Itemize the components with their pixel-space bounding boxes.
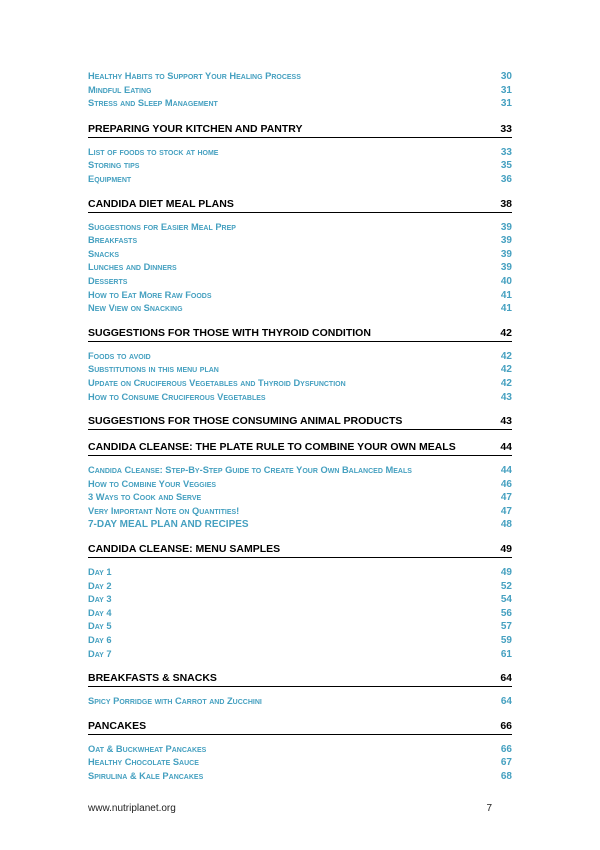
toc-entry[interactable]	[88, 695, 512, 709]
toc-entry-page: 44	[500, 465, 512, 477]
toc-entry[interactable]	[88, 377, 512, 391]
toc-entry[interactable]	[88, 363, 512, 377]
toc-entry[interactable]	[88, 756, 512, 770]
toc-entry[interactable]	[88, 97, 512, 111]
toc-entry-page: 31	[500, 84, 512, 96]
toc-entry-page: 48	[500, 519, 512, 531]
toc-entry-page: 57	[500, 621, 512, 633]
toc-entry[interactable]	[88, 580, 512, 594]
toc-entry-page: 42	[500, 377, 512, 389]
toc-entry[interactable]	[88, 248, 512, 262]
toc-entry[interactable]	[88, 173, 512, 187]
toc-entry-page: 35	[500, 160, 512, 172]
toc-entry-title: How to Combine Your Veggies	[88, 478, 217, 489]
toc-entry-page: 47	[500, 492, 512, 504]
toc-entry[interactable]	[88, 302, 512, 316]
toc-entry-title: Oat & Buckwheat Pancakes	[88, 743, 207, 754]
toc-section-heading[interactable]	[88, 672, 512, 687]
toc-entry-page: 41	[500, 303, 512, 315]
toc-entry-title: Very Important Note on Quantities!	[88, 505, 240, 516]
toc-entry-title: Day 7	[88, 648, 112, 659]
toc-entry-title: Snacks	[88, 248, 120, 259]
toc-entry-title: Day 4	[88, 607, 112, 618]
toc-entry-title: Spirulina & Kale Pancakes	[88, 771, 204, 781]
toc-entry-page: 67	[500, 757, 512, 769]
toc-entry[interactable]	[88, 607, 512, 621]
toc-heading-page: 44	[500, 441, 512, 454]
toc-heading-title: CANDIDA DIET MEAL PLANS	[88, 197, 234, 210]
toc-entry-title: Lunches and Dinners	[88, 262, 177, 273]
toc-entry[interactable]	[88, 648, 512, 662]
toc-entry-page: 36	[500, 173, 512, 185]
toc-entry-title: Day 3	[88, 594, 112, 605]
toc-entry[interactable]	[88, 620, 512, 634]
toc-entry-title: Desserts	[88, 275, 128, 286]
toc-entry-page: 39	[500, 248, 512, 260]
toc-section-heading[interactable]	[88, 441, 512, 456]
toc-entry[interactable]	[88, 464, 512, 478]
toc-heading-page: 38	[500, 197, 512, 210]
toc-entry-page: 49	[500, 567, 512, 579]
toc-entry-title: Candida Cleanse: Step-By-Step Guide to Create Your Own Balanced Meals	[88, 465, 412, 476]
toc-entry-page: 46	[500, 478, 512, 490]
toc-entry[interactable]	[88, 505, 512, 519]
toc-entry[interactable]	[88, 770, 512, 784]
toc-section	[88, 123, 512, 187]
toc-entry-title: Day 5	[88, 621, 112, 632]
toc-section	[88, 720, 512, 784]
toc-heading-title: PREPARING YOUR KITCHEN AND PANTRY	[88, 122, 303, 135]
toc-entry-title: Day 2	[88, 580, 112, 591]
toc-entry-title: Healthy Habits to Support Your Healing Process	[88, 71, 301, 81]
toc-entry-page: 42	[500, 350, 512, 362]
toc-entry-title: Stress and Sleep Management	[88, 98, 218, 109]
toc-entry[interactable]	[88, 146, 512, 160]
toc-entry-page: 66	[500, 743, 512, 755]
toc-entry-title: Healthy Chocolate Sauce	[88, 757, 199, 768]
toc-section-heading[interactable]	[88, 415, 512, 430]
toc-heading-page: 49	[500, 543, 512, 556]
toc-entry-title: 7-DAY MEAL PLAN AND RECIPES	[88, 519, 249, 531]
toc-entry-page: 54	[500, 594, 512, 606]
toc-entry-page: 68	[500, 771, 512, 782]
toc-entry-title: 3 Ways to Cook and Serve	[88, 492, 202, 503]
toc-heading-title: SUGGESTIONS FOR THOSE WITH THYROID CONDITION	[88, 326, 371, 339]
toc-entry[interactable]	[88, 84, 512, 98]
toc-entry-title: New View on Snacking	[88, 303, 183, 314]
toc-sections	[88, 123, 512, 784]
toc-heading-title: SUGGESTIONS FOR THOSE CONSUMING ANIMAL PRODUCTS	[88, 415, 403, 428]
toc-entry-title: Update on Cruciferous Vegetables and Thyroid Dysfunction	[88, 377, 346, 388]
toc-section	[88, 543, 512, 661]
toc-section	[88, 672, 512, 709]
toc-entry-page: 33	[500, 146, 512, 158]
toc-entry-page: 56	[500, 607, 512, 619]
toc-entry[interactable]	[88, 289, 512, 303]
page-footer	[88, 803, 492, 814]
toc-section	[88, 415, 512, 430]
toc-entry-title: List of foods to stock at home	[88, 146, 219, 157]
toc-entry-page: 42	[500, 364, 512, 376]
toc-entry-page: 59	[500, 635, 512, 647]
toc-entry-page: 43	[500, 391, 512, 403]
toc-entry-page: 39	[500, 262, 512, 274]
table-of-contents	[88, 70, 512, 795]
toc-entry-page: 39	[500, 235, 512, 247]
toc-entry-title: Spicy Porridge with Carrot and Zucchini	[88, 696, 262, 707]
toc-heading-title: CANDIDA CLEANSE: THE PLATE RULE TO COMBINE YOUR OWN MEALS	[88, 441, 456, 454]
toc-entry-page: 31	[500, 98, 512, 110]
lead-entries	[88, 70, 512, 111]
toc-entry[interactable]	[88, 593, 512, 607]
toc-entry-title: How to Eat More Raw Foods	[88, 289, 212, 300]
toc-entry[interactable]	[88, 491, 512, 505]
toc-section-heading[interactable]	[88, 720, 512, 735]
toc-heading-title: PANCAKES	[88, 719, 147, 732]
toc-section-heading[interactable]	[88, 543, 512, 558]
toc-entry[interactable]	[88, 478, 512, 492]
toc-entry[interactable]	[88, 275, 512, 289]
toc-entry-page: 47	[500, 505, 512, 517]
toc-entry[interactable]	[88, 221, 512, 235]
toc-entry-title: Day 6	[88, 635, 112, 646]
toc-entry[interactable]	[88, 391, 512, 405]
toc-entry-page: 52	[500, 580, 512, 592]
toc-section	[88, 441, 512, 532]
toc-heading-page: 42	[500, 326, 512, 339]
toc-entry[interactable]	[88, 518, 512, 532]
footer-website[interactable]: www.nutriplanet.org	[88, 803, 176, 814]
toc-entry-page: 41	[500, 289, 512, 301]
toc-entry-page: 40	[500, 275, 512, 287]
toc-entry-title: Breakfasts	[88, 235, 138, 246]
toc-entry-title: Storing tips	[88, 160, 140, 171]
toc-section	[88, 327, 512, 404]
toc-entry-title: Equipment	[88, 173, 132, 184]
toc-entry[interactable]	[88, 261, 512, 275]
toc-entry-page: 30	[500, 71, 512, 82]
toc-heading-page: 43	[500, 415, 512, 428]
toc-entry[interactable]	[88, 159, 512, 173]
toc-entry-page: 64	[500, 696, 512, 708]
toc-section-heading[interactable]	[88, 198, 512, 213]
toc-heading-page: 66	[500, 719, 512, 732]
toc-entry[interactable]	[88, 350, 512, 364]
toc-entry-title: Day 1	[88, 567, 112, 578]
toc-section-heading[interactable]	[88, 123, 512, 138]
toc-entry[interactable]	[88, 234, 512, 248]
toc-heading-title: BREAKFASTS & SNACKS	[88, 672, 217, 685]
toc-entry-title: Suggestions for Easier Meal Prep	[88, 221, 236, 232]
toc-entry-page: 39	[500, 221, 512, 233]
toc-heading-page: 64	[500, 672, 512, 685]
toc-heading-title: CANDIDA CLEANSE: MENU SAMPLES	[88, 543, 281, 556]
toc-entry-page: 61	[500, 648, 512, 660]
toc-entry[interactable]	[88, 70, 512, 84]
footer-page-number: 7	[486, 803, 492, 814]
toc-section-heading[interactable]	[88, 327, 512, 342]
toc-entry[interactable]	[88, 743, 512, 757]
toc-entry-title: Foods to avoid	[88, 350, 151, 361]
toc-heading-page: 33	[500, 122, 512, 135]
toc-entry[interactable]	[88, 634, 512, 648]
toc-entry-title: Substitutions in this menu plan	[88, 364, 219, 375]
toc-entry-title: How to Consume Cruciferous Vegetables	[88, 391, 266, 402]
toc-entry[interactable]	[88, 566, 512, 580]
toc-entry-title: Mindful Eating	[88, 84, 152, 95]
toc-section	[88, 198, 512, 316]
